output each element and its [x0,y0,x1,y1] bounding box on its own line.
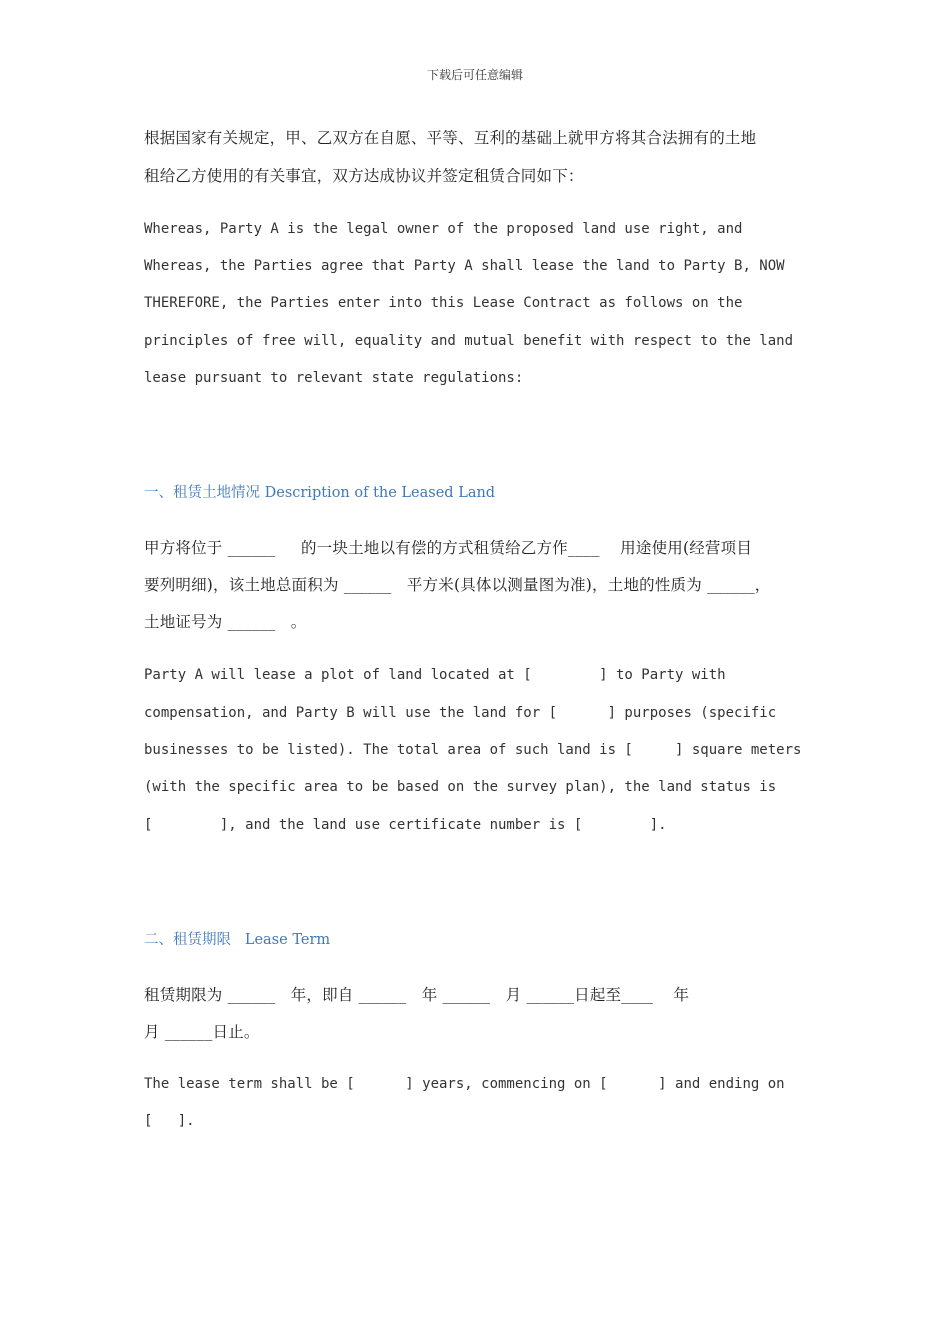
section-1-en-line: [ ], and the land use certificate number is [ ]. [144,817,667,833]
section-1-en-line: (with the specific area to be based on the survey plan), the land status is [144,779,777,795]
section-2-en-line: [ ]. [144,1113,195,1129]
section-2-cn-line: 月 ______日止。 [144,1023,260,1041]
section-1-heading: 一、租赁土地情况 Description of the Leased Land [144,485,496,501]
intro-en-line: THEREFORE, the Parties enter into this Lease Contract as follows on the [144,295,743,311]
section-1-en-line: Party A will lease a plot of land located at [ ] to Party with [144,667,726,683]
section-2-heading: 二、租赁期限 Lease Term [144,932,331,948]
intro-en-line: lease pursuant to relevant state regulations: [144,370,524,386]
section-2-en-line: The lease term shall be [ ] years, commencing on [ ] and ending on [144,1076,785,1092]
section-2-cn-line: 租赁期限为 ______ 年，即自 ______ 年 ______ 月 ______日起至____ 年 [144,986,690,1004]
section-1-cn-line: 要列明细)，该土地总面积为 ______ 平方米(具体以测量图为准)，土地的性质为 ______， [144,576,771,594]
intro-cn-line: 根据国家有关规定，甲、乙双方在自愿、平等、互利的基础上就甲方将其合法拥有的土地 [144,129,757,147]
intro-en-line: Whereas, Party A is the legal owner of the proposed land use right, and [144,221,743,237]
section-1-cn-line: 土地证号为 ______ 。 [144,613,307,631]
section-1-cn-line: 甲方将位于 ______ 的一块土地以有偿的方式租赁给乙方作____ 用途使用(经营项目 [144,539,753,557]
intro-en-line: Whereas, the Parties agree that Party A shall lease the land to Party B, NOW [144,258,785,274]
intro-cn-line: 租给乙方使用的有关事宜，双方达成协议并签定租赁合同如下： [144,167,584,185]
section-1-en-line: businesses to be listed). The total area of such land is [ ] square meters [144,742,802,758]
intro-en-line: principles of free will, equality and mutual benefit with respect to the land [144,333,794,349]
page-header: 下载后可任意编辑 [426,68,523,82]
section-1-en-line: compensation, and Party B will use the land for [ ] purposes (specific [144,705,777,721]
